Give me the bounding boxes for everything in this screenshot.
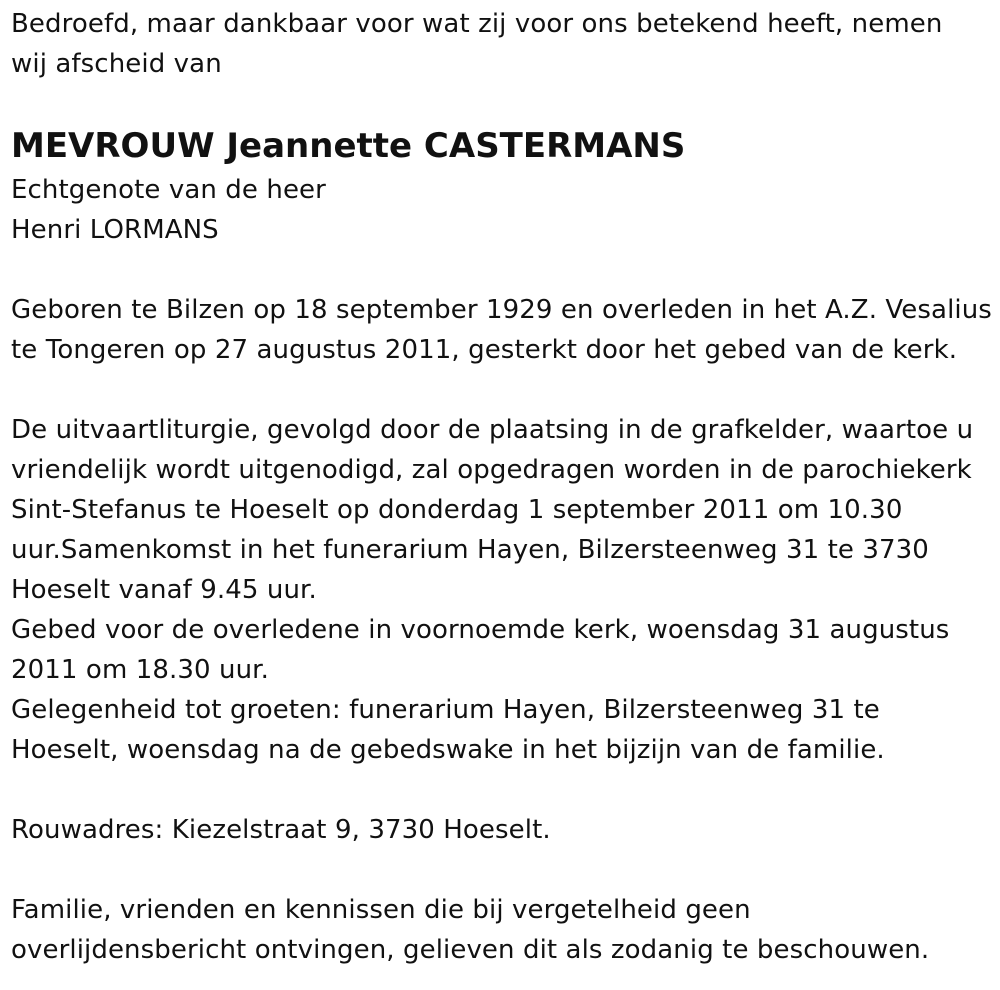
birth-death-line: te Tongeren op 27 augustus 2011, gesterkt door het gebed van de kerk. bbox=[11, 335, 958, 365]
obituary-notice bbox=[11, 4, 993, 970]
spacer bbox=[11, 850, 993, 890]
intro-paragraph bbox=[11, 4, 993, 84]
funeral-paragraph bbox=[11, 410, 993, 770]
funeral-line: uur.Samenkomst in het funerarium Hayen, Bilzersteenweg 31 te 3730 bbox=[11, 535, 929, 565]
funeral-line: De uitvaartliturgie, gevolgd door de plaatsing in de grafkelder, waartoe u bbox=[11, 415, 974, 445]
funeral-line: 2011 om 18.30 uur. bbox=[11, 655, 269, 685]
spouse-line: Echtgenote van de heer bbox=[11, 175, 326, 205]
spouse-block bbox=[11, 170, 993, 250]
birth-death-line: Geboren te Bilzen op 18 september 1929 en overleden in het A.Z. Vesalius bbox=[11, 295, 992, 325]
deceased-name: MEVROUW Jeannette CASTERMANS bbox=[11, 126, 686, 166]
closing-line: Familie, vrienden en kennissen die bij vergetelheid geen bbox=[11, 895, 751, 925]
funeral-line: Gebed voor de overledene in voornoemde kerk, woensdag 31 augustus bbox=[11, 615, 950, 645]
spouse-line: Henri LORMANS bbox=[11, 215, 219, 245]
funeral-line: Hoeselt vanaf 9.45 uur. bbox=[11, 575, 317, 605]
birth-death-paragraph bbox=[11, 290, 993, 370]
mourning-address: Rouwadres: Kiezelstraat 9, 3730 Hoeselt. bbox=[11, 815, 551, 845]
spacer bbox=[11, 370, 993, 410]
funeral-line: Sint-Stefanus te Hoeselt op donderdag 1 september 2011 om 10.30 bbox=[11, 495, 903, 525]
closing-paragraph bbox=[11, 890, 993, 970]
funeral-line: vriendelijk wordt uitgenodigd, zal opgedragen worden in de parochiekerk bbox=[11, 455, 972, 485]
spacer bbox=[11, 770, 993, 810]
funeral-line: Hoeselt, woensdag na de gebedswake in het bijzijn van de familie. bbox=[11, 735, 885, 765]
intro-line: Bedroefd, maar dankbaar voor wat zij voor ons betekend heeft, nemen bbox=[11, 9, 943, 39]
closing-line: overlijdensbericht ontvingen, gelieven dit als zodanig te beschouwen. bbox=[11, 935, 930, 965]
funeral-line: Gelegenheid tot groeten: funerarium Hayen, Bilzersteenweg 31 te bbox=[11, 695, 880, 725]
intro-line: wij afscheid van bbox=[11, 49, 222, 79]
spacer bbox=[11, 250, 993, 290]
